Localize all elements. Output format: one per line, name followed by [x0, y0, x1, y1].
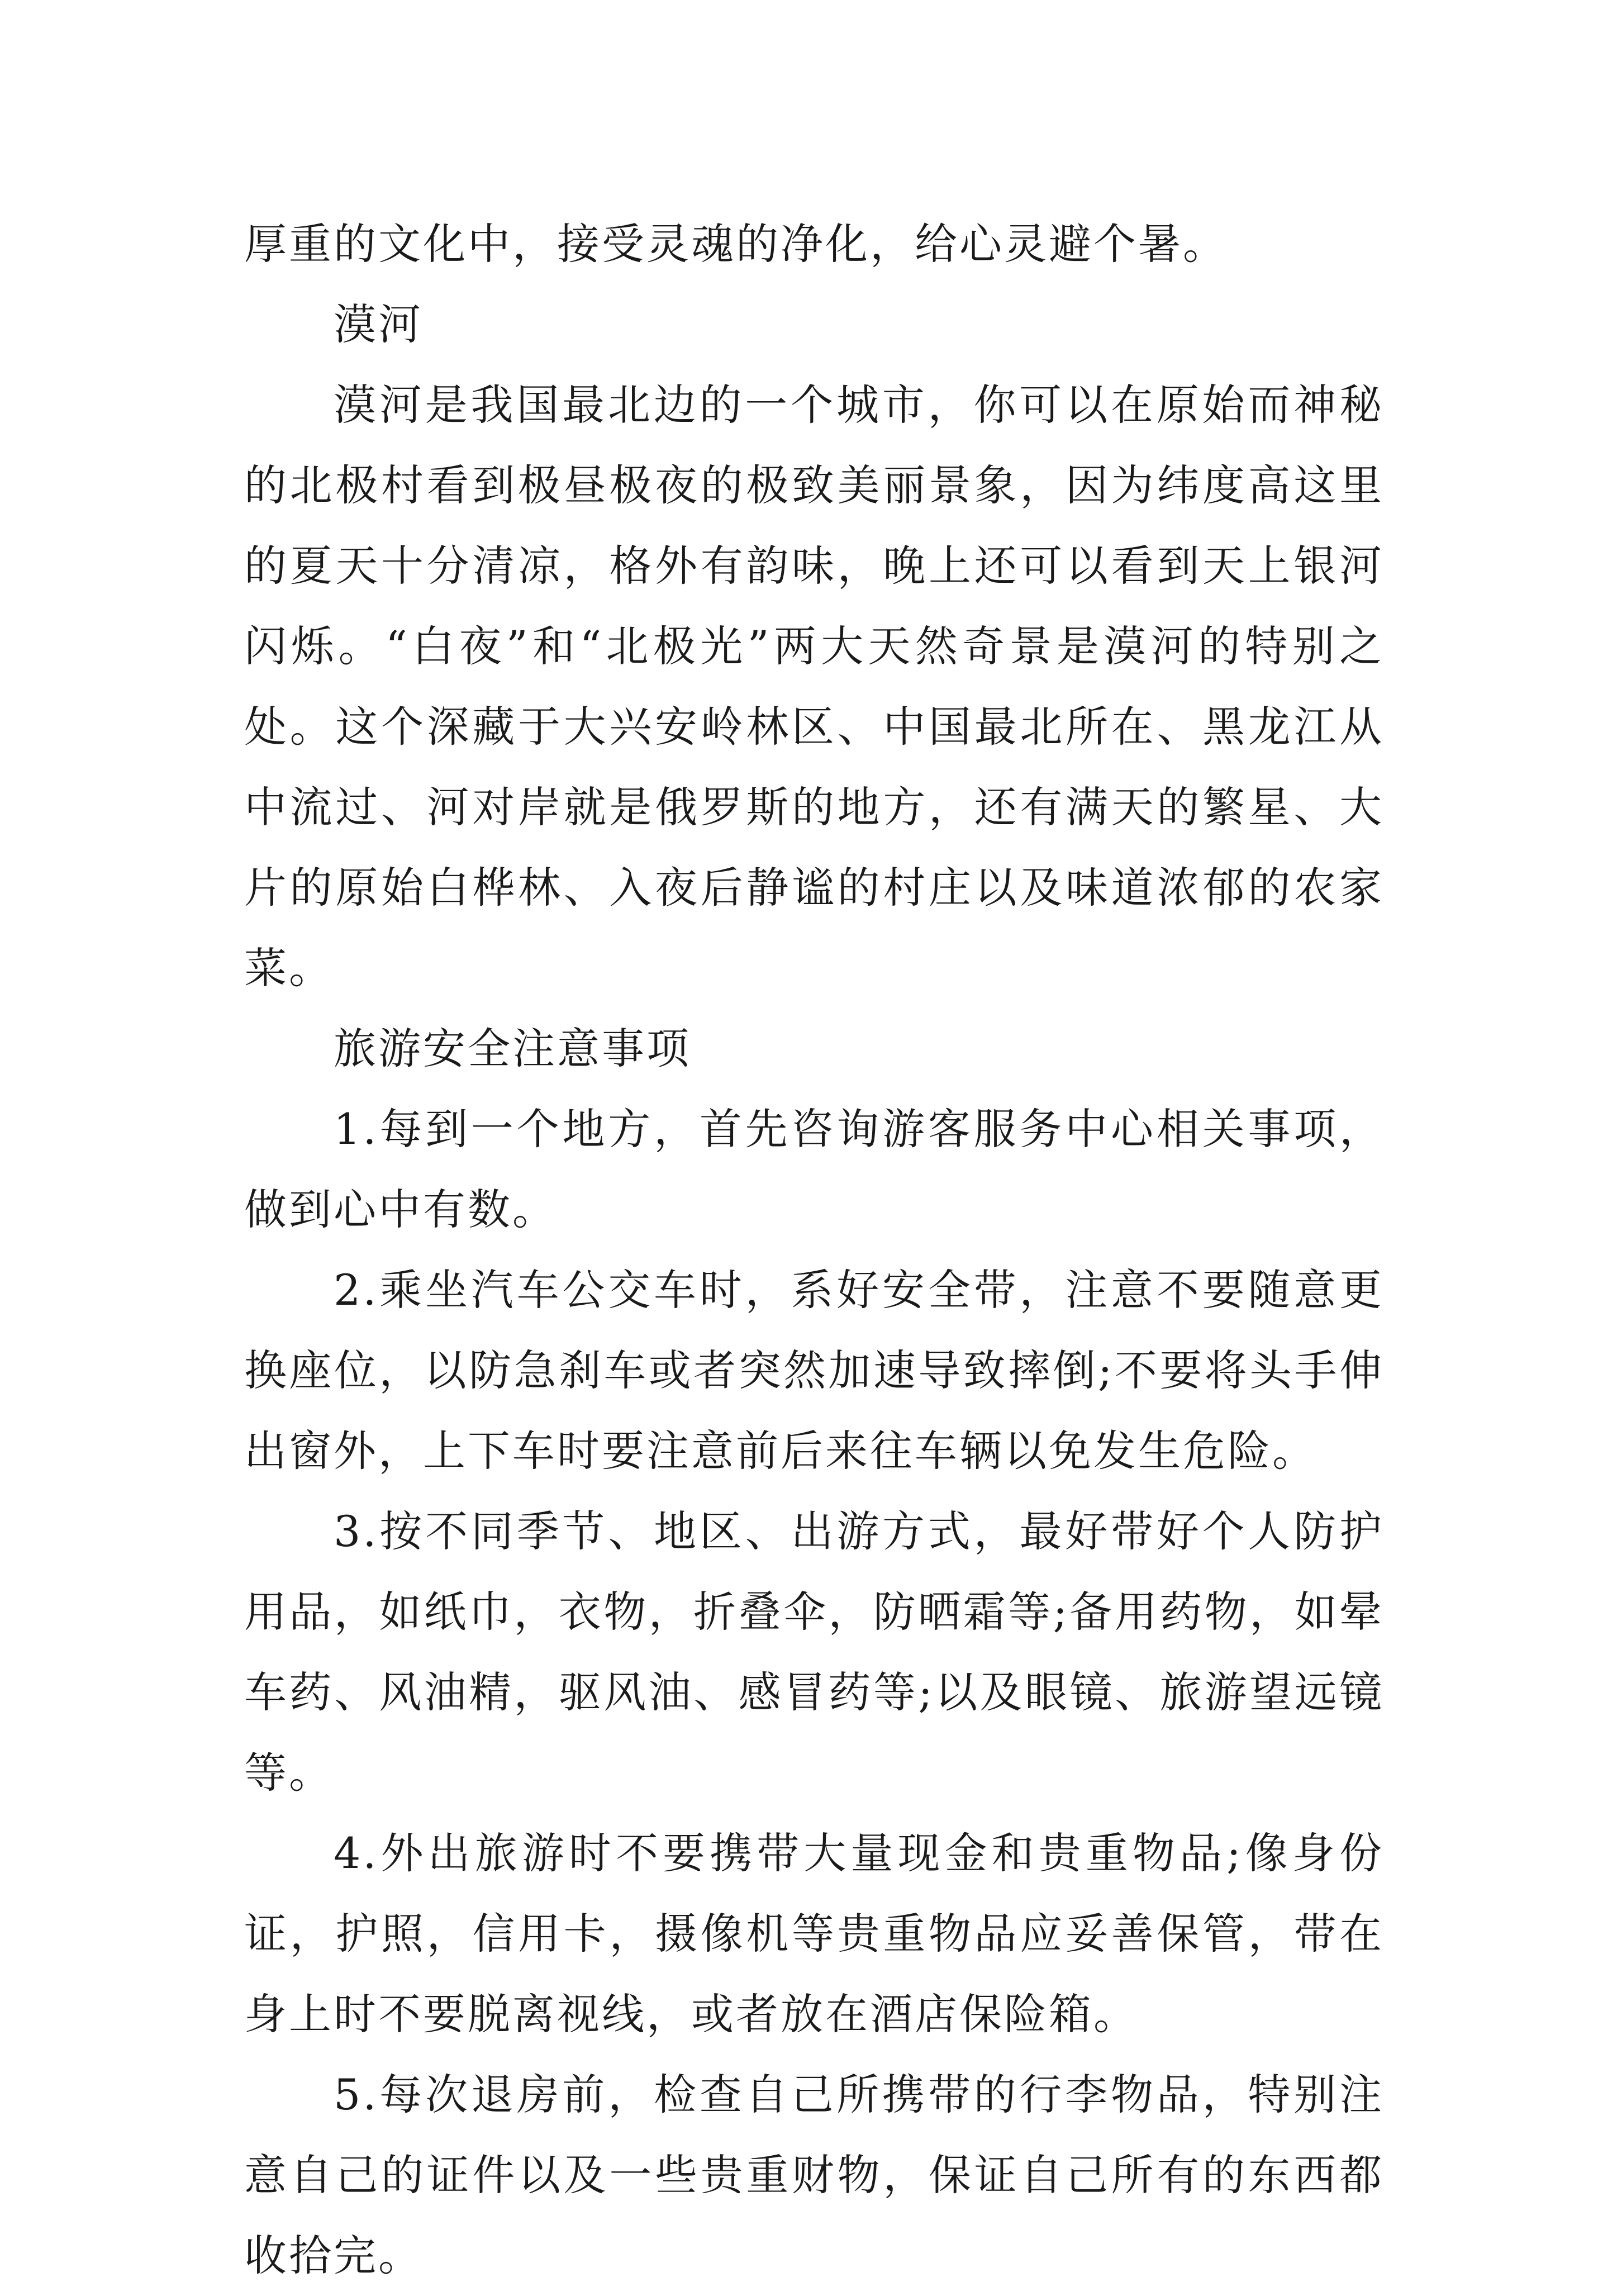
section-heading-mohe: 漠河: [334, 300, 423, 349]
safety-item-5: 5.每次退房前，检查自己所携带的行李物品，特别注意自己的证件以及一些贵重财物，保证自己所有的东西都收拾完。: [244, 2070, 1384, 2280]
document-body: [244, 204, 1384, 2296]
safety-item-4: 4.外出旅游时不要携带大量现金和贵重物品;像身份证，护照，信用卡，摄像机等贵重物品应妥善保管，带在身上时不要脱离视线，或者放在酒店保险箱。: [244, 1828, 1384, 2039]
safety-item-2: 2.乘坐汽车公交车时，系好安全带，注意不要随意更换座位，以防急刹车或者突然加速导致摔倒;不要将头手伸出窗外，上下车时要注意前后来往车辆以免发生危险。: [244, 1265, 1384, 1476]
safety-item-3: 3.按不同季节、地区、出游方式，最好带好个人防护用品，如纸巾，衣物，折叠伞，防晒霜等;备用药物，如晕车药、风油精，驱风油、感冒药等;以及眼镜、旅游望远镜等。: [244, 1506, 1384, 1798]
paragraph-continuation: 厚重的文化中，接受灵魂的净化，给心灵避个暑。: [244, 219, 1228, 269]
paragraph-mohe-description: 漠河是我国最北边的一个城市，你可以在原始而神秘的北极村看到极昼极夜的极致美丽景象，因为纬度高这里的夏天十分清凉，格外有韵味，晚上还可以看到天上银河闪烁。“白夜”和“北极光”两大天然奇景是漠河的特别之处。这个深藏于大兴安岭林区、中国最北所在、黑龙江从中流过、河对岸就是俄罗斯的地方，还有满天的繁星、大片的原始白桦林、入夜后静谧的村庄以及味道浓郁的农家菜。: [244, 380, 1384, 993]
safety-item-1: 1.每到一个地方，首先咨询游客服务中心相关事项，做到心中有数。: [244, 1104, 1384, 1234]
section-heading-safety: 旅游安全注意事项: [334, 1024, 691, 1073]
